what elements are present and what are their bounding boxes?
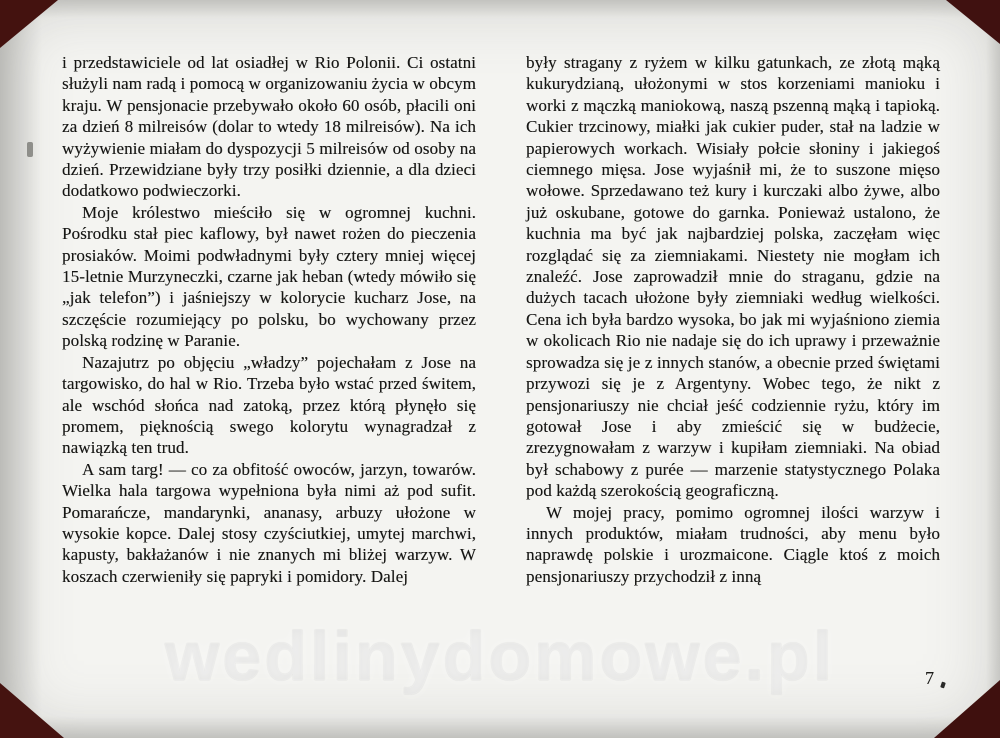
paragraph: Nazajutrz po objęciu „władzy” pojechałam z Jose na targowisko, do hal w Rio. Trzeba było wstać przed świtem, ale wschód słońca nad zatoką, przez którą płynęło się promem, pięknością swego kolorytu wynagradzał z nawiązką ten trud. <box>62 352 476 458</box>
paragraph: były stragany z ryżem w kilku gatunkach, ze złotą mąką kukurydzianą, ułożonymi w stos korzeniami manioku i worki z mączką maniokową, naszą pszenną mąką i tapioką. Cukier trzcinowy, miałki jak cukier puder, stał na ladzie w papierowych workach. Wisiały połcie słoniny i jakiegoś ciemnego mięsa. Jose wyjaśnił mi, że to suszone mięso wołowe. Sprzedawano też kury i kurczaki albo żywe, albo już oskubane, gotowe do garnka. Ponieważ ustalono, że kuchnia ma być jak najbardziej polska, zaczęłam więc rozglądać się za ziemniakami. Niestety nie mogłam ich znaleźć. Jose zaprowadził mnie do straganu, gdzie na dużych tacach ułożone były ziemniaki według wielkości. Cena ich była bardzo wysoka, bo jak mi wyjaśniono ziemia w okolicach Rio nie nadaje się do ich uprawy i przeważnie sprowadza się je z innych stanów, a obecnie przed świętami przywozi się je z Argentyny. Wobec tego, że nikt z pensjonariuszy nie chciał jeść codziennie ryżu, który im gotował Jose i aby zmieścić się w budżecie, zrezygnowałam z warzyw i kupiłam ziemniaki. Na obiad był schabowy z purée — marzenie statystycznego Polaka pod każdą szerokością geograficzną. <box>526 53 940 501</box>
scan-edge-shadow-bottom <box>0 716 1000 738</box>
paragraph: Moje królestwo mieściło się w ogromnej kuchni. Pośrodku stał piec kaflowy, był nawet rożen do pieczenia prosiaków. Moimi podwładnymi były cztery mniej więcej 15-letnie Murzyneczki, czarne jak heban (wtedy mówiło się „jak telefon”) i jaśniejszy w kolorycie kucharz Jose, na szczęście rozumiejący po polsku, bo wychowany przez polską rodzinę w Paranie. <box>62 202 476 351</box>
paragraph: A sam targ! — co za obfitość owoców, jarzyn, towarów. Wielka hala targowa wypełniona była nimi aż pod sufit. Pomarańcze, mandarynki, ananasy, arbuzy ułożone w wysokie kopce. Dalej stosy czyściutkiej, umytej marchwi, kapusty, bakłażanów i nie znanych mi bliżej warzyw. W koszach czerwieniły się papryki i pomidory. Dalej <box>62 459 476 586</box>
paragraph: W mojej pracy, pomimo ogromnej ilości warzyw i innych produktów, miałam trudności, aby menu było naprawdę polskie i urozmaicone. Ciągle ktoś z moich pensjonariuszy przychodził z inną <box>526 502 940 586</box>
photo-corner-bottom-right <box>934 680 1000 738</box>
page-number: 7 <box>925 668 934 688</box>
paragraph: i przedstawiciele od lat osiadłej w Rio Polonii. Ci ostatni służyli nam radą i pomocą w organizowaniu życia w obcym kraju. W pensjonacie przebywało około 60 osób, płacili oni za dzień 8 milreisów (dolar to wtedy 18 milreisów). Na ich wyżywienie miałam do dyspozycji 5 milreisów od osoby na dzień. Przewidziane były trzy posiłki dziennie, a dla dzieci dodatkowo podwieczorki. <box>62 53 476 201</box>
photo-corner-top-right <box>946 0 1000 44</box>
photo-corner-top-left <box>0 0 58 48</box>
photo-corner-bottom-left <box>0 683 64 738</box>
scan-edge-shadow-right <box>986 0 1000 738</box>
scan-edge-shadow-top <box>0 0 1000 18</box>
scan-artifact-dash <box>27 142 33 157</box>
right-column <box>526 52 940 587</box>
left-column <box>62 52 476 587</box>
scan-edge-shadow-left <box>0 0 42 738</box>
watermark-text: wedlinydomowe.pl <box>164 617 836 695</box>
